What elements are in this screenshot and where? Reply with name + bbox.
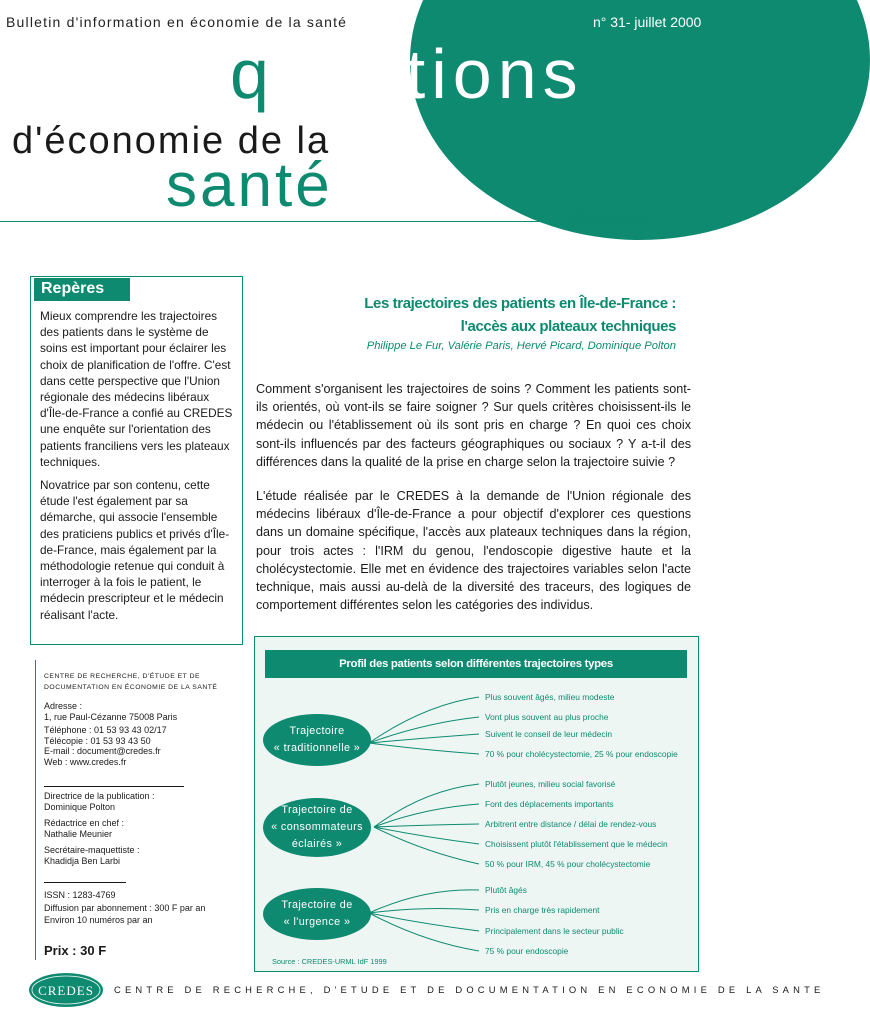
profile-item: Pris en charge très rapidement (485, 905, 600, 915)
oval-line: « traditionnelle » (273, 742, 361, 754)
address-label: Adresse : (44, 701, 83, 711)
oval-line: éclairés » (291, 838, 343, 850)
article-title-line: l'accès aux plateaux techniques (460, 318, 676, 335)
credes-logo (28, 971, 104, 1009)
profile-item: Arbitrent entre distance / délai de rendez-vous (485, 819, 657, 829)
profile-item: Plutôt âgés (485, 885, 527, 895)
article-paragraph: Comment s'organisent les trajectoires de soins ? Comment les patients sont-ils orientés, où vont-ils se faire soigner ? Sur quels critères choisissent-ils le médecin ou l'établissement où ils sont pris en charge ? En quoi ces choix sont-ils influencés par des facteurs géographiques ou sociaux ? Y a-t-il des différences dans la qualité de la prise en charge selon la trajectoire suivie ? (256, 382, 691, 469)
profile-item: Suivent le conseil de leur médecin (485, 729, 613, 739)
centre-name: CENTRE DE RECHERCHE, D'ÉTUDE ET DE DOCUMENTATION EN ÉCONOMIE DE LA SANTÉ (44, 673, 218, 691)
editor-label: Rédactrice en chef : (44, 818, 125, 829)
price: Prix : 30 F (44, 943, 107, 958)
phone: Téléphone : 01 53 93 43 02/17 (44, 725, 167, 736)
trajectory-urgency-oval (263, 888, 371, 940)
secretary: Khadidja Ben Larbi (44, 855, 121, 866)
profile-item: Font des déplacements importants (485, 799, 614, 809)
header-rule-left (0, 221, 552, 222)
web-link[interactable]: Web : www.credes.fr (44, 756, 127, 767)
profile-item: Vont plus souvent au plus proche (485, 712, 609, 722)
sidebar-divider (44, 882, 126, 883)
article-authors: Philippe Le Fur, Valérie Paris, Hervé Picard, Dominique Polton (366, 340, 676, 352)
staff-block (44, 791, 244, 867)
issues-per-year: Environ 10 numéros par an (44, 915, 153, 926)
oval-line: Trajectoire de (281, 804, 353, 816)
reperes-paragraph: Mieux comprendre les trajectoires des patients dans le système de soins est important pour éclairer les choix de planification de l'offre. C'est dans cette perspective que l'Union régionale des médecins libéraux d'Île-de-France a confié au CREDES une enquête sur l'orientation des patients franciliens vers les plateaux techniques. (40, 309, 233, 469)
article-title-line: Les trajectoires des patients en Île-de-France : (364, 295, 676, 312)
oval-line: « consommateurs (271, 821, 363, 833)
address-block (44, 701, 244, 768)
fax: Télécopie : 01 53 93 43 50 (44, 735, 151, 746)
trajectory-informed-consumers-oval (263, 798, 371, 857)
profil-title: Profil des patients selon différentes trajectoires types (265, 650, 687, 678)
footer-centre-name: CENTRE DE RECHERCHE, D'ETUDE ET DE DOCUMENTATION EN ECONOMIE DE LA SANTE (114, 984, 825, 995)
profile-item: Plutôt jeunes, milieu social favorisé (485, 779, 616, 789)
oval-line: Trajectoire (289, 725, 345, 737)
reperes-paragraph: Novatrice par son contenu, cette étude l'est également par sa démarche, qui associe l'ensemble des praticiens publics et privés d'Île-de-France, mais également par la méthodologie retenue qui conduit à interroger à la fois le patient, le médecin prescripteur et le médecin réalisant l'acte. (40, 478, 230, 622)
title-sante: santé (166, 151, 333, 220)
section-label: résultats (568, 208, 648, 231)
profile-item: Plus souvent âgés, milieu modeste (485, 692, 615, 702)
issn: ISSN : 1283-4769 (44, 890, 116, 900)
trajectory-traditional-oval (263, 714, 371, 766)
reperes-heading: Repères (34, 278, 130, 301)
bulletin-subtitle: Bulletin d'information en économie de la santé (6, 14, 348, 30)
profile-item: Principalement dans le secteur public (485, 926, 624, 936)
logo-text: CREDES (38, 983, 94, 998)
address: 1, rue Paul-Cézanne 75008 Paris (44, 711, 178, 722)
article-paragraph: L'étude réalisée par le CREDES à la demande de l'Union régionale des médecins libéraux d'Île-de-France a pour objectif d'explorer ces questions dans un domaine spécifique, l'accès aux plateaux techniques dans la région, pour trois actes : l'IRM du genou, l'endoscopie digestive haute et la cholécystectomie. Elle met en évidence des trajectoires variables selon l'acte technique, mais aussi au-delà de la diversité des traceurs, des logiques de comportement différentes selon les catégories des individus. (256, 489, 691, 613)
diffusion: Diffusion par abonnement : 300 F par an (44, 902, 206, 913)
secretary-label: Secrétaire-maquettiste : (44, 845, 140, 856)
editor: Nathalie Meunier (44, 828, 113, 839)
article-body (256, 380, 691, 630)
oval-line: « l'urgence » (283, 916, 351, 928)
director-label: Directrice de la publication : (44, 791, 155, 801)
oval-line: Trajectoire de (281, 899, 353, 911)
title-questions (230, 34, 584, 114)
email-link[interactable]: E-mail : document@credes.fr (44, 746, 161, 757)
subscription-block (44, 889, 244, 927)
sidebar-divider (44, 786, 184, 787)
profile-item: 70 % pour cholécystectomie, 25 % pour endoscopie (485, 749, 678, 759)
article-title (262, 292, 676, 338)
title-economie: d'économie de la (12, 120, 331, 162)
title-questions-first-letter: q (230, 35, 275, 113)
sidebar-rule (35, 660, 36, 960)
header-rule-right (676, 221, 716, 222)
profile-item: 50 % pour IRM, 45 % pour cholécystectomie (485, 859, 651, 869)
reperes-text (40, 308, 236, 630)
profile-item: Choisissent plutôt l'établissement que le médecin (485, 839, 668, 849)
title-questions-rest: uestions (274, 35, 584, 113)
profil-source: Source : CREDES-URML IdF 1999 (272, 957, 387, 966)
issue-number: n° 31- juillet 2000 (593, 14, 702, 30)
profile-item: 75 % pour endoscopie (485, 946, 569, 956)
director: Dominique Polton (44, 801, 116, 812)
